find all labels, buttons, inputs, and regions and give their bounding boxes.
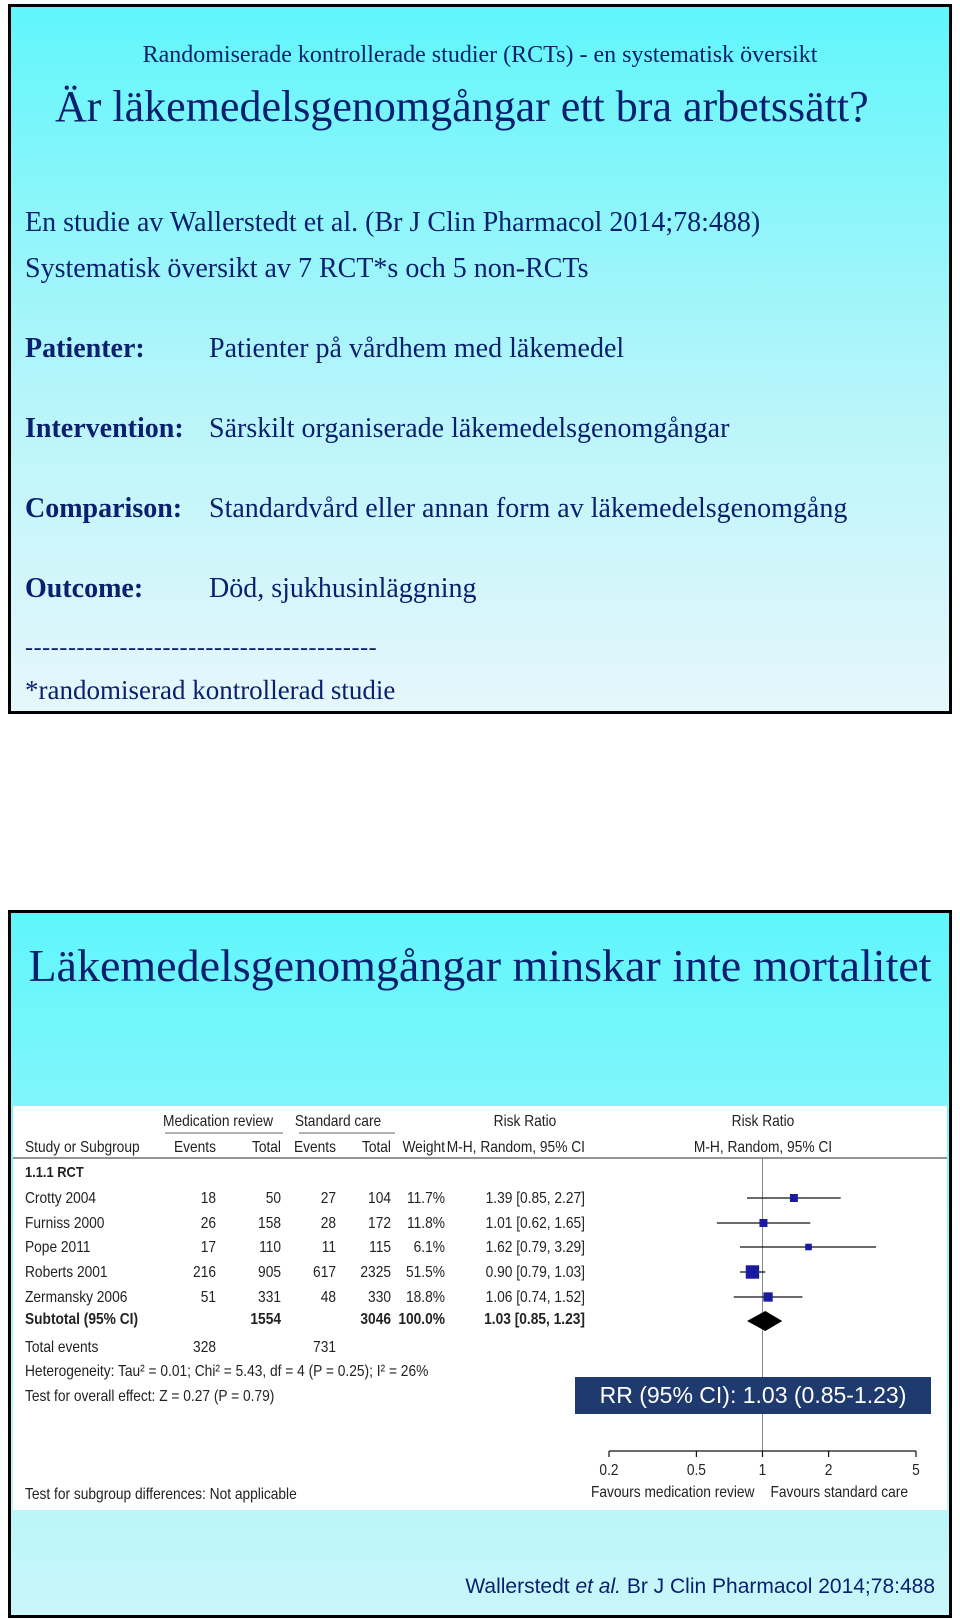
review-description: Systematisk översikt av 7 RCT*s och 5 non-RCTs <box>25 253 589 284</box>
citation-author: Wallerstedt <box>465 1575 570 1598</box>
study-weight: 51.5% <box>406 1263 445 1282</box>
forest-plot-svg <box>13 1106 947 1510</box>
header-events-2: Events <box>293 1138 336 1157</box>
pico-value-comparison: Standardvård eller annan form av läkemedelsgenomgång <box>209 493 848 524</box>
study-name: Furniss 2000 <box>25 1214 105 1233</box>
study-events-2: 27 <box>320 1189 336 1208</box>
study-events-1: 26 <box>200 1214 216 1233</box>
study-ci: 1.06 [0.74, 1.52] <box>485 1288 585 1307</box>
overall-effect-text: Test for overall effect: Z = 0.27 (P = 0.79) <box>25 1387 275 1406</box>
study-marker <box>790 1194 798 1202</box>
subtotal-ci: 1.03 [0.85, 1.23] <box>484 1310 585 1329</box>
study-total-2: 330 <box>368 1288 391 1307</box>
study-marker <box>763 1292 772 1301</box>
header-events-1: Events <box>173 1138 216 1157</box>
study-weight: 6.1% <box>413 1238 445 1257</box>
total-events-2: 731 <box>313 1338 336 1357</box>
study-weight: 18.8% <box>406 1288 445 1307</box>
x-axis-tick-label: 5 <box>912 1461 920 1480</box>
header-weight: Weight <box>402 1138 445 1157</box>
header-standard-care: Standard care <box>294 1112 382 1131</box>
study-total-2: 115 <box>369 1238 391 1257</box>
study-events-2: 617 <box>313 1263 336 1282</box>
slide-1 <box>8 4 952 714</box>
study-total-1: 331 <box>258 1288 281 1307</box>
study-total-2: 172 <box>368 1214 391 1233</box>
study-events-1: 216 <box>193 1263 216 1282</box>
header-total-2: Total <box>361 1138 391 1157</box>
study-ci: 1.62 [0.79, 3.29] <box>485 1238 585 1257</box>
study-events-2: 11 <box>321 1238 336 1257</box>
favours-right-label: Favours standard care <box>770 1483 909 1502</box>
header-method: M-H, Random, 95% CI <box>446 1138 585 1157</box>
study-events-1: 17 <box>200 1238 216 1257</box>
heterogeneity-text: Heterogeneity: Tau² = 0.01; Chi² = 5.43, df = 4 (P = 0.25); I² = 26% <box>25 1362 429 1381</box>
pico-value-patients: Patienter på vårdhem med läkemedel <box>209 333 625 364</box>
study-events-1: 18 <box>200 1189 216 1208</box>
study-events-2: 48 <box>320 1288 336 1307</box>
study-weight: 11.8% <box>407 1214 445 1233</box>
header-medication-review: Medication review <box>162 1112 274 1131</box>
pico-label-outcome: Outcome: <box>25 573 144 604</box>
citation-etal: et al. <box>575 1575 621 1598</box>
study-weight: 11.7% <box>407 1189 445 1208</box>
pico-label-intervention: Intervention: <box>25 413 184 444</box>
x-axis-tick-label: 1 <box>758 1461 767 1480</box>
slide-2-title: Läkemedelsgenomgångar minskar inte mortalitet <box>28 940 932 991</box>
pico-value-outcome: Död, sjukhusinläggning <box>209 573 477 604</box>
study-marker <box>805 1244 812 1251</box>
x-axis-tick-label: 0.5 <box>686 1461 706 1480</box>
divider-line: ----------------------------------------- <box>25 635 378 661</box>
header-study: Study or Subgroup <box>25 1138 140 1157</box>
forest-plot <box>13 1106 947 1510</box>
study-name: Zermansky 2006 <box>25 1288 128 1307</box>
header-total-1: Total <box>251 1138 281 1157</box>
subgroup-label: 1.1.1 RCT <box>25 1163 84 1181</box>
study-marker <box>746 1265 759 1278</box>
subtotal-diamond <box>747 1311 782 1331</box>
rr-summary-text: RR (95% CI): 1.03 (0.85-1.23) <box>599 1382 907 1408</box>
header-method-plot: M-H, Random, 95% CI <box>693 1138 833 1157</box>
subtotal-name: Subtotal (95% CI) <box>25 1310 139 1329</box>
study-ci: 1.01 [0.62, 1.65] <box>485 1214 585 1233</box>
study-ci: 1.39 [0.85, 2.27] <box>485 1189 585 1208</box>
study-name: Roberts 2001 <box>25 1263 108 1282</box>
subtotal-total-2: 3046 <box>360 1310 391 1329</box>
citation <box>465 1575 935 1599</box>
citation-journal: Br J Clin Pharmacol 2014;78:488 <box>626 1575 935 1598</box>
header-risk-ratio-plot: Risk Ratio <box>731 1112 795 1131</box>
x-axis-tick-label: 2 <box>824 1461 833 1480</box>
pico-label-comparison: Comparison: <box>25 493 183 524</box>
study-name: Pope 2011 <box>25 1238 91 1257</box>
footnote: *randomiserad kontrollerad studie <box>25 675 396 705</box>
study-ci: 0.90 [0.79, 1.03] <box>485 1263 585 1282</box>
study-total-1: 905 <box>258 1263 281 1282</box>
study-total-1: 50 <box>265 1189 281 1208</box>
favours-left-label: Favours medication review <box>591 1483 755 1502</box>
total-events-label: Total events <box>25 1338 99 1357</box>
x-axis-tick-label: 0.2 <box>599 1461 619 1480</box>
pico-label-patients: Patienter: <box>25 333 145 364</box>
total-events-1: 328 <box>193 1338 216 1357</box>
pico-value-intervention: Särskilt organiserade läkemedelsgenomgångar <box>209 413 730 444</box>
study-events-2: 28 <box>320 1214 336 1233</box>
study-total-2: 104 <box>368 1189 391 1208</box>
study-marker <box>759 1219 767 1227</box>
slide-title: Är läkemedelsgenomgångar ett bra arbetssätt? <box>55 82 869 131</box>
study-events-1: 51 <box>200 1288 216 1307</box>
study-total-1: 110 <box>259 1238 281 1257</box>
subtotal-weight: 100.0% <box>398 1310 445 1329</box>
subtotal-total-1: 1554 <box>250 1310 281 1329</box>
slide-2 <box>8 910 952 1618</box>
study-reference: En studie av Wallerstedt et al. (Br J Clin Pharmacol 2014;78:488) <box>25 207 761 238</box>
study-total-1: 158 <box>258 1214 281 1233</box>
study-total-2: 2325 <box>360 1263 391 1282</box>
header-risk-ratio: Risk Ratio <box>493 1112 557 1131</box>
slide-subtitle: Randomiserade kontrollerade studier (RCTs) - en systematisk översikt <box>142 42 818 68</box>
subgroup-differences-text: Test for subgroup differences: Not applicable <box>25 1485 297 1504</box>
study-name: Crotty 2004 <box>25 1189 97 1208</box>
